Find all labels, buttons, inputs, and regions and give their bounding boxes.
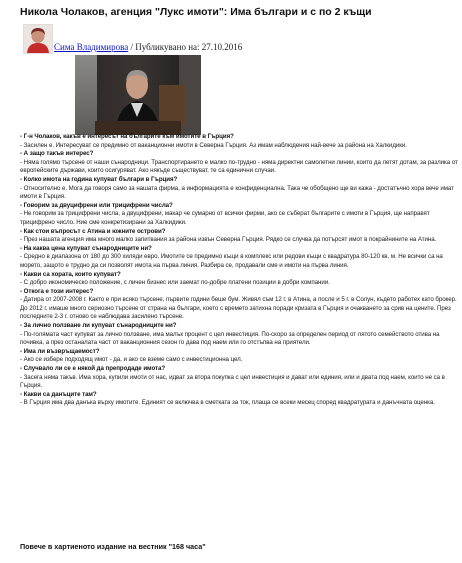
question: - Какви са хората, които купуват? <box>20 270 121 278</box>
answer: - Датира от 2007-2008 г. Както е при всяко търсене, първите години беше бум. Живял съм 12 г. в Атина, а после и 5 г. в Солун, където работех като брокер. До 2012 г. имаше много сериозно търсене от страна на българи, което с времето затихна поради кризата в Гърция и очакването за срив на цените. През последните 2-3 г. отново се наблюдава засилено търсене. <box>20 296 457 321</box>
answer: - В Гърция има два данъка върху имотите. Единият се включва в сметката за ток, плаща се всеки месец според квадратурата и данъчната оценка. <box>20 399 435 407</box>
question: - Откога е този интерес? <box>20 287 94 295</box>
question: - На каква цена купуват сънародниците ни? <box>20 244 152 252</box>
publish-date: / Публикувано на: 27.10.2016 <box>128 42 243 52</box>
answer: - През нашата агенция има много малко запитвания за района извън Северна Гърция. Рядко се случва да потърсят имот в покрайнините на Атина. <box>20 236 437 244</box>
byline-text <box>54 42 242 52</box>
author-avatar[interactable] <box>23 24 53 54</box>
question: - Колко имота на година купуват българи в Гърция? <box>20 175 178 183</box>
question: - Има ли възвръщаемост? <box>20 347 100 355</box>
answer: - Ако се избере подходящ имот - да, и ако се вземе само с инвестиционна цел. <box>20 356 243 364</box>
article-title: Никола Чолаков, агенция "Лукс имоти": Има българи и с по 2 къщи <box>20 6 372 18</box>
byline <box>20 23 460 53</box>
answer: - Засега няма такъв. Има хора, купили имоти от нас, идват за втора покупка с цел инвестиция и дават или единия, или и двата под наем, които не са в Гърция. <box>20 373 445 390</box>
answer: - Не говорим за трицифрени числа, а двуцифрени, макар че сумарно от всички фирми, ако се съберат българите с имоти в Гърция, ще направят трицифрено число. Ние сме конкретизирани за Халкидики. <box>20 210 430 226</box>
article-photo <box>75 55 201 135</box>
question: - За лично ползване ли купуват сънародниците ни? <box>20 322 177 330</box>
question: - Как стои въпросът с Атина и южните острови? <box>20 227 166 235</box>
answer: - Средно в диапазона от 180 до 300 хиляди евро. Имотите се предимно къщи в комплекс или редови къщи с квадратура 80-120 кв. м. Не всички са на морето, защото е трудно да си позволят имота на първа линия. Разбира се, продавали сме и имоти на първа линия. <box>20 253 443 269</box>
author-link[interactable]: Сима Владимирова <box>54 42 129 52</box>
question: - Случвало ли се е някой да препродаде имота? <box>20 365 166 373</box>
question: - Г-н Чолаков, какъв е интересът на българите към имотите в Гърция? <box>20 133 234 140</box>
question: - Говорим за двуцифрени или трицифрени числа? <box>20 201 173 209</box>
print-edition-note: Повече в хартиеното издание на вестник "168 часа" <box>20 542 206 551</box>
answer: - Засилен е. Интересуват се предимно от ваканционни имоти в Северна Гърция. Аз имам наблюдения най-вече за района на Халкидики. <box>20 141 407 149</box>
answer: - С добро икономическо положение, с личен бизнес или заемат по-добре платени позиции в добри компании. <box>20 279 330 287</box>
article-body <box>20 133 460 408</box>
question: - А защо такъв интерес? <box>20 150 94 158</box>
question: - Какви са данъците там? <box>20 390 97 398</box>
answer: - Относително е. Мога да говоря само за нашата фирма, а информацията е конфиденциална. Така че обобщено ще ви кажа - достатъчно хора вече имат имоти в Гърция. <box>20 184 454 201</box>
answer: - По-голямата част купуват за лично ползване, има малък процент с цел инвестиция. По-скоро за определен период от лятото семейството отива на почивка, а през останалата част от ваканционния сезон го дава под наем или го отстъпва на приятели. <box>20 330 440 347</box>
answer: - Няма голямо търсене от наши сънародници. Транспортирането е малко по-трудно - няма директни самолетни линии, които да летят дотам, за разлика от европейските държави, които осигуряват. Ако някъде съществуват, те са единични случаи. <box>20 158 458 175</box>
